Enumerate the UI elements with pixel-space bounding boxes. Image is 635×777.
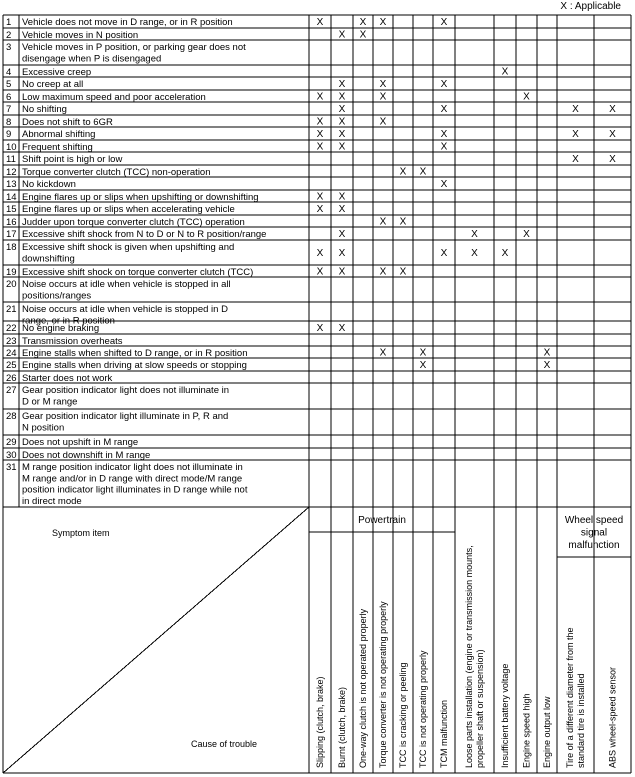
- applicable-mark: X: [338, 79, 346, 90]
- cause-of-trouble-label: Cause of trouble: [191, 739, 258, 749]
- applicable-mark: X: [440, 79, 448, 90]
- legend-applicable: X : Applicable: [560, 1, 621, 12]
- applicable-mark: X: [572, 104, 579, 115]
- cause-column-header: Torque converter is not operating properly: [378, 601, 388, 768]
- applicable-mark: X: [471, 248, 478, 259]
- symptom-text: Torque converter clutch (TCC) non-operation: [22, 167, 211, 178]
- symptom-text: Does not shift to 6GR: [22, 117, 113, 128]
- applicable-mark: X: [440, 129, 448, 140]
- applicable-mark: X: [419, 166, 427, 178]
- applicable-mark: X: [572, 154, 579, 165]
- symptom-text: Noise occurs at idle when vehicle is stopped in all: [22, 279, 231, 290]
- symptom-number: 14: [6, 192, 17, 203]
- applicable-mark: X: [338, 204, 346, 215]
- symptom-text: Starter does not work: [22, 373, 113, 384]
- symptom-number: 16: [6, 217, 17, 228]
- applicable-mark: X: [543, 347, 551, 359]
- symptom-text: Excessive shift shock on torque converter clutch (TCC): [22, 267, 254, 278]
- symptom-text: Does not upshift in M range: [22, 437, 139, 448]
- symptom-text: downshifting: [22, 253, 75, 265]
- symptom-number: 15: [6, 204, 17, 215]
- applicable-mark: X: [609, 129, 616, 140]
- applicable-mark: X: [419, 347, 427, 359]
- symptom-number: 20: [6, 279, 17, 290]
- symptom-text: positions/ranges: [22, 290, 92, 302]
- symptom-text: Frequent shifting: [22, 142, 93, 153]
- cause-column-header: TCC is not operating properly: [418, 650, 428, 768]
- symptom-number: 4: [6, 67, 12, 78]
- applicable-mark: X: [523, 91, 530, 103]
- applicable-mark: X: [523, 229, 530, 240]
- symptom-number: 23: [6, 336, 17, 347]
- symptom-text: Engine stalls when shifted to D range, or in R position: [22, 348, 248, 359]
- symptom-number: 29: [6, 437, 17, 448]
- cause-column-header: Engine output low: [542, 696, 552, 768]
- applicable-mark: X: [338, 116, 346, 128]
- symptom-number: 12: [6, 167, 17, 178]
- applicable-mark: X: [316, 323, 324, 334]
- applicable-mark: X: [338, 229, 346, 240]
- applicable-mark: X: [338, 104, 346, 115]
- applicable-mark: X: [316, 17, 324, 28]
- symptom-text: position indicator light illuminates in D range while not: [22, 484, 248, 496]
- applicable-mark: X: [316, 204, 324, 215]
- symptom-text: Does not downshift in M range: [22, 450, 151, 461]
- symptom-number: 1: [6, 17, 12, 28]
- symptom-number: 31: [6, 462, 17, 473]
- symptom-text: Gear position indicator light illuminate in P, R and: [22, 411, 229, 422]
- symptom-text: Engine flares up or slips when accelerating vehicle: [22, 204, 235, 215]
- symptom-text: M range position indicator light does not illuminate in: [22, 462, 243, 473]
- cause-column-header: Slipping (clutch, brake): [315, 676, 325, 768]
- symptom-number: 22: [6, 323, 17, 334]
- applicable-mark: X: [316, 116, 324, 128]
- symptom-text: range, or in R position: [22, 315, 115, 327]
- cause-column-header: TCC is cracking or peeling: [398, 662, 408, 768]
- wheel-speed-group-label: signal: [580, 527, 608, 539]
- symptom-number: 10: [6, 142, 17, 153]
- applicable-mark: X: [379, 91, 387, 103]
- symptom-number: 18: [6, 242, 17, 253]
- symptom-text: in direct mode: [22, 495, 82, 507]
- applicable-mark: X: [338, 141, 346, 153]
- symptom-number: 24: [6, 348, 17, 359]
- symptom-text: Shift point is high or low: [22, 154, 123, 165]
- applicable-mark: X: [440, 104, 448, 115]
- symptom-text: N position: [22, 422, 65, 434]
- applicable-mark: X: [572, 129, 579, 140]
- applicable-mark: X: [399, 216, 407, 228]
- applicable-mark: X: [316, 141, 324, 153]
- applicable-mark: X: [338, 129, 346, 140]
- applicable-mark: X: [338, 323, 346, 334]
- applicable-mark: X: [316, 191, 324, 203]
- symptom-text: disengage when P is disengaged: [22, 53, 162, 65]
- applicable-mark: X: [440, 17, 448, 28]
- applicable-mark: X: [609, 104, 616, 115]
- symptom-text: M range and/or in D range with direct mode/M range: [22, 473, 243, 485]
- applicable-mark: X: [419, 360, 427, 371]
- applicable-mark: X: [316, 129, 324, 140]
- symptom-text: No engine braking: [22, 323, 100, 334]
- applicable-mark: X: [501, 66, 509, 78]
- symptom-number: 5: [6, 79, 12, 90]
- applicable-mark: X: [471, 229, 478, 240]
- cause-column-header: standard tire is installed: [576, 673, 586, 768]
- applicable-mark: X: [379, 216, 387, 228]
- symptom-text: Abnormal shifting: [22, 129, 96, 140]
- applicable-mark: X: [440, 179, 448, 190]
- symptom-number: 26: [6, 373, 17, 384]
- cause-column-header: Burnt (clutch, brake): [337, 686, 347, 768]
- cause-column-header: ABS wheel-speed sensor: [607, 666, 618, 768]
- symptom-text: D or M range: [22, 396, 78, 408]
- cause-column-header: Engine speed high: [521, 693, 532, 768]
- applicable-mark: X: [501, 248, 509, 259]
- applicable-mark: X: [316, 91, 324, 103]
- symptom-text: No shifting: [22, 104, 67, 115]
- applicable-mark: X: [338, 191, 346, 203]
- symptom-text: Excessive creep: [22, 67, 92, 78]
- symptom-number: 8: [6, 117, 12, 128]
- symptom-number: 7: [6, 104, 12, 115]
- applicable-mark: X: [316, 266, 324, 278]
- applicable-mark: X: [379, 79, 387, 90]
- cause-column-header: TCM malfunction: [439, 699, 449, 768]
- symptom-number: 11: [6, 154, 16, 165]
- symptom-text: Excessive shift shock is given when upshifting and: [22, 242, 235, 253]
- applicable-mark: X: [338, 266, 346, 278]
- symptom-text: Noise occurs at idle when vehicle is stopped in D: [22, 304, 228, 315]
- symptom-text: No kickdown: [22, 179, 76, 190]
- symptom-number: 25: [6, 360, 17, 371]
- applicable-mark: X: [440, 248, 448, 259]
- symptom-text: Judder upon torque converter clutch (TCC) operation: [22, 217, 245, 228]
- applicable-mark: X: [379, 347, 387, 359]
- applicable-mark: X: [359, 29, 367, 41]
- symptom-text: No creep at all: [22, 79, 84, 90]
- symptom-text: Vehicle moves in N position: [22, 30, 139, 41]
- cause-column-header: Tire of a different diameter from the: [565, 627, 575, 768]
- symptom-text: Gear position indicator light does not illuminate in: [22, 385, 230, 396]
- wheel-speed-group-label: malfunction: [568, 540, 620, 551]
- symptom-item-label: Symptom item: [52, 528, 110, 538]
- applicable-mark: X: [379, 266, 387, 278]
- symptom-number: 21: [6, 304, 17, 315]
- symptom-number: 28: [6, 411, 17, 422]
- applicable-mark: X: [359, 17, 367, 28]
- symptom-number: 17: [6, 229, 17, 240]
- wheel-speed-group-label: Wheel speed: [564, 515, 624, 526]
- symptom-number: 3: [6, 42, 12, 53]
- applicable-mark: X: [379, 116, 387, 128]
- cause-column-header: Loose parts installation (engine or transmission mounts,: [464, 545, 474, 768]
- applicable-mark: X: [543, 360, 551, 371]
- applicable-mark: X: [338, 91, 346, 103]
- symptom-number: 6: [6, 92, 12, 103]
- applicable-mark: X: [399, 166, 407, 178]
- symptom-number: 2: [6, 30, 12, 41]
- cause-column-header: One-way clutch is not operated properly: [358, 608, 368, 768]
- symptom-number: 13: [6, 179, 17, 190]
- symptom-text: Low maximum speed and poor acceleration: [22, 92, 206, 103]
- symptom-text: Engine stalls when driving at slow speeds or stopping: [22, 360, 247, 371]
- symptom-number: 19: [6, 267, 17, 278]
- symptom-text: Excessive shift shock from N to D or N to R position/range: [22, 229, 267, 240]
- cause-column-header: propeller shaft or suspension): [475, 649, 485, 768]
- applicable-mark: X: [338, 29, 346, 41]
- applicable-mark: X: [379, 17, 387, 28]
- symptom-number: 30: [6, 450, 17, 461]
- powertrain-group-label: Powertrain: [358, 515, 406, 526]
- symptom-number: 27: [6, 385, 17, 396]
- symptom-text: Vehicle does not move in D range, or in R position: [22, 17, 233, 28]
- applicable-mark: X: [316, 248, 324, 259]
- symptom-number: 9: [6, 129, 12, 140]
- corner-diagonal: [3, 507, 309, 773]
- cause-column-header: Insufficient battery voltage: [500, 663, 510, 768]
- symptom-text: Engine flares up or slips when upshifting or downshifting: [22, 192, 259, 203]
- symptom-text: Vehicle moves in P position, or parking gear does not: [22, 42, 246, 53]
- applicable-mark: X: [609, 154, 616, 165]
- applicable-mark: X: [399, 266, 407, 278]
- applicable-mark: X: [440, 141, 448, 153]
- symptom-text: Transmission overheats: [22, 336, 123, 347]
- applicable-mark: X: [338, 248, 346, 259]
